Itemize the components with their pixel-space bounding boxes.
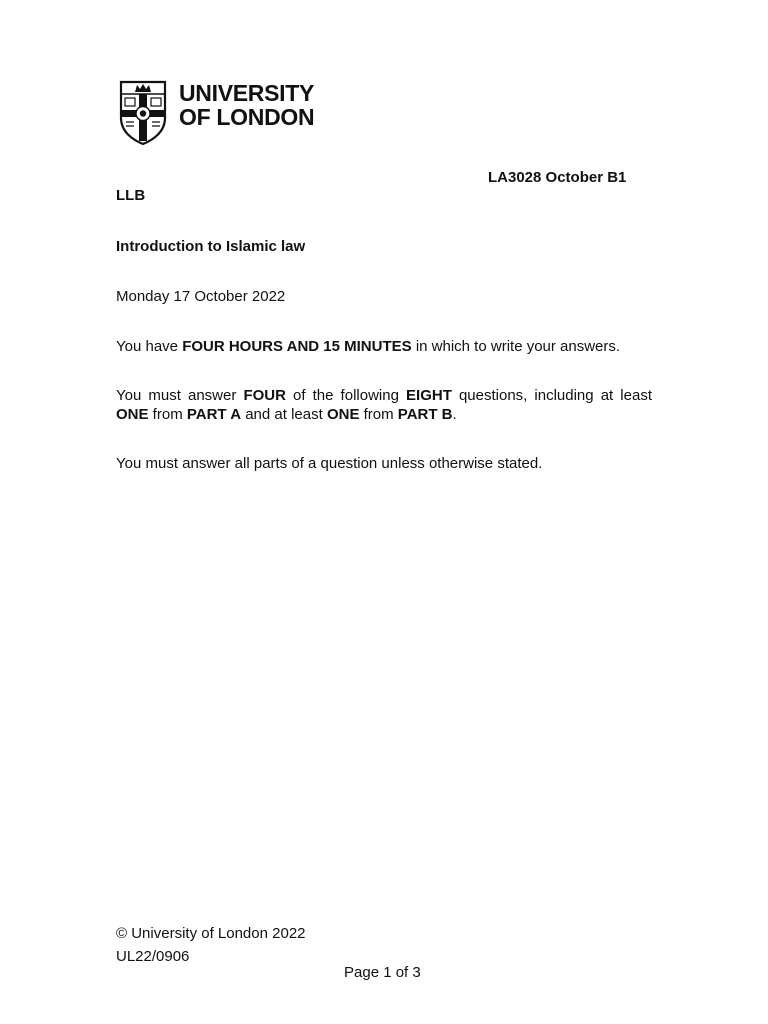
time-instruction (116, 337, 652, 356)
answer-s1: You must answer (116, 387, 244, 404)
time-post: in which to write your answers. (411, 338, 621, 355)
paper-reference: LA3028 October B1 (488, 169, 627, 186)
answer-b3: ONE (116, 406, 149, 423)
degree-label: LLB (116, 187, 146, 204)
answer-instruction (116, 386, 652, 424)
answer-s2: of the following (285, 387, 407, 404)
crest-icon (119, 80, 167, 146)
answer-b6: PART B (397, 406, 453, 423)
university-wordmark (179, 81, 314, 129)
subject-title: Introduction to Islamic law (116, 238, 306, 255)
wordmark-line-1: UNIVERSITY (179, 80, 315, 106)
answer-b4: PART A (186, 406, 242, 423)
answer-b2: EIGHT (406, 387, 452, 404)
answer-b5: ONE (326, 406, 360, 423)
exam-date: Monday 17 October 2022 (116, 288, 286, 305)
time-pre: You have (116, 338, 183, 355)
answer-s4: from (148, 406, 187, 423)
answer-s7: . (452, 406, 457, 423)
copyright-notice: © University of London 2022 (116, 925, 306, 942)
university-logo (119, 80, 314, 146)
answer-b1: FOUR (243, 387, 286, 404)
time-bold: FOUR HOURS AND 15 MINUTES (182, 338, 412, 355)
page-number: Page 1 of 3 (344, 964, 421, 981)
document-code: UL22/0906 (116, 948, 190, 965)
parts-instruction: You must answer all parts of a question unless otherwise stated. (116, 455, 543, 472)
answer-s3: questions, including at least (451, 387, 652, 404)
wordmark-line-2: OF LONDON (179, 104, 315, 130)
answer-s5: and at least (241, 406, 327, 423)
answer-s6: from (359, 406, 398, 423)
